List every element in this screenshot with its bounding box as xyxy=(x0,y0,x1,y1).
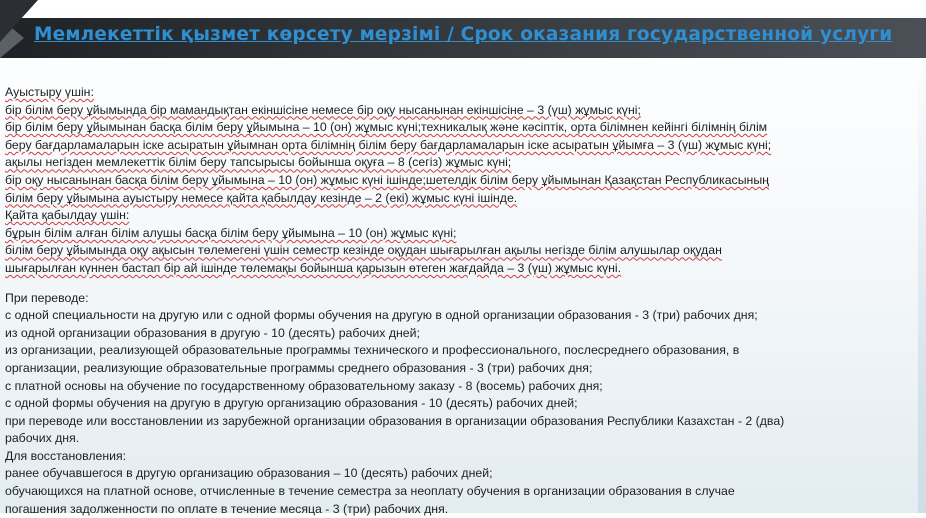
ru-line: с одной специальности на другую или с одной формы обучения на другую в одной организации образования - 3 (три) рабочих дня; xyxy=(5,308,758,323)
kz-line: білім беру ұйымында оқу ақысын төлемегені үшін семестр кезінде оқудан шығарылған ақылы негізде білім алушылар оқудан xyxy=(5,243,722,258)
kz-line: Ауыстыру үшін: xyxy=(5,85,94,99)
ru-line: с одной формы обучения на другую в другую организацию образования - 10 (десять) рабочих дней; xyxy=(5,396,578,411)
ru-line: При переводе: xyxy=(5,290,89,305)
right-edge-decoration xyxy=(918,60,926,513)
ru-line: с платной основы на обучение по государственному образовательному заказу - 8 (восемь) рабочих дня; xyxy=(5,378,603,393)
ru-line: из одной организации образования в другую - 10 (десять) рабочих дней; xyxy=(5,325,420,340)
ru-line: ранее обучавшегося в другую организацию образования – 10 (десять) рабочих дней; xyxy=(5,466,493,481)
slide-title: Мемлекеттік қызмет көрсету мерзімі / Срок оказания государственной услуги xyxy=(34,24,893,45)
kz-line: ақылы негізден мемлекеттік білім беру тапсырысы бойынша оқуға – 8 (сегіз) жұмыс күні; xyxy=(5,155,512,170)
kz-line: бір білім беру ұйымынан басқа білім беру ұйымына – 10 (он) жұмыс күні;техникалық және кәсіптік, орта білімнен кейінгі білімнің білім xyxy=(5,120,768,135)
kz-line: бұрын білім алған білім алушы басқа білім беру ұйымына – 10 (он) жұмыс күні; xyxy=(5,225,457,240)
kz-line: бір білім беру ұйымында бір мамандықтан екіншісіне немесе бір оқу нысанынан екіншісіне – 3 (үш) жұмыс күні; xyxy=(5,102,641,117)
slide-body xyxy=(5,84,920,518)
ru-line: при переводе или восстановлении из зарубежной организации образования в организации образования Республики Казахстан - 2 (два) xyxy=(5,413,785,428)
ru-line: погашения задолженности по оплате в течение месяца - 3 (три) рабочих дня. xyxy=(5,501,449,516)
kz-line: Қайта қабылдау үшін: xyxy=(5,208,130,223)
kz-line: білім беру ұйымына ауыстыру немесе қайта қабылдау кезінде – 2 (екі) жұмыс күні ішінде. xyxy=(5,190,518,205)
ru-line: обучающихся на платной основе, отчисленные в течение семестра за неоплату обучения в организации образования в случае xyxy=(5,484,735,499)
kazakh-section xyxy=(5,84,920,278)
corner-decoration xyxy=(0,0,38,42)
kz-line: бір оқу нысанынан басқа білім беру ұйымына – 10 (он) жұмыс күні ішінде;шетелдік білім беру ұйымынан Қазақстан Республикасының xyxy=(5,172,769,187)
kz-line: беру бағдарламаларын іске асыратын ұйымнан орта білімнің білім беру бағдарламаларын іске асыратын ұйымға – 3 (үш) жұмыс күні; xyxy=(5,137,772,152)
kz-line: шығарылған күннен бастап бір ай ішінде төлемақы бойынша қарызын өтеген жағдайда – 3 (үш) жұмыс күні. xyxy=(5,260,622,275)
section-gap xyxy=(5,278,920,290)
ru-line: Для восстановления: xyxy=(5,448,127,463)
russian-section xyxy=(5,290,920,518)
ru-line: рабочих дня. xyxy=(5,431,80,446)
ru-line: организации, реализующие образовательные программы среднего образования - 3 (три) рабочих дня; xyxy=(5,360,593,375)
ru-line: из организации, реализующей образовательные программы технического и профессионального, послесреднего образования, в xyxy=(5,343,740,358)
